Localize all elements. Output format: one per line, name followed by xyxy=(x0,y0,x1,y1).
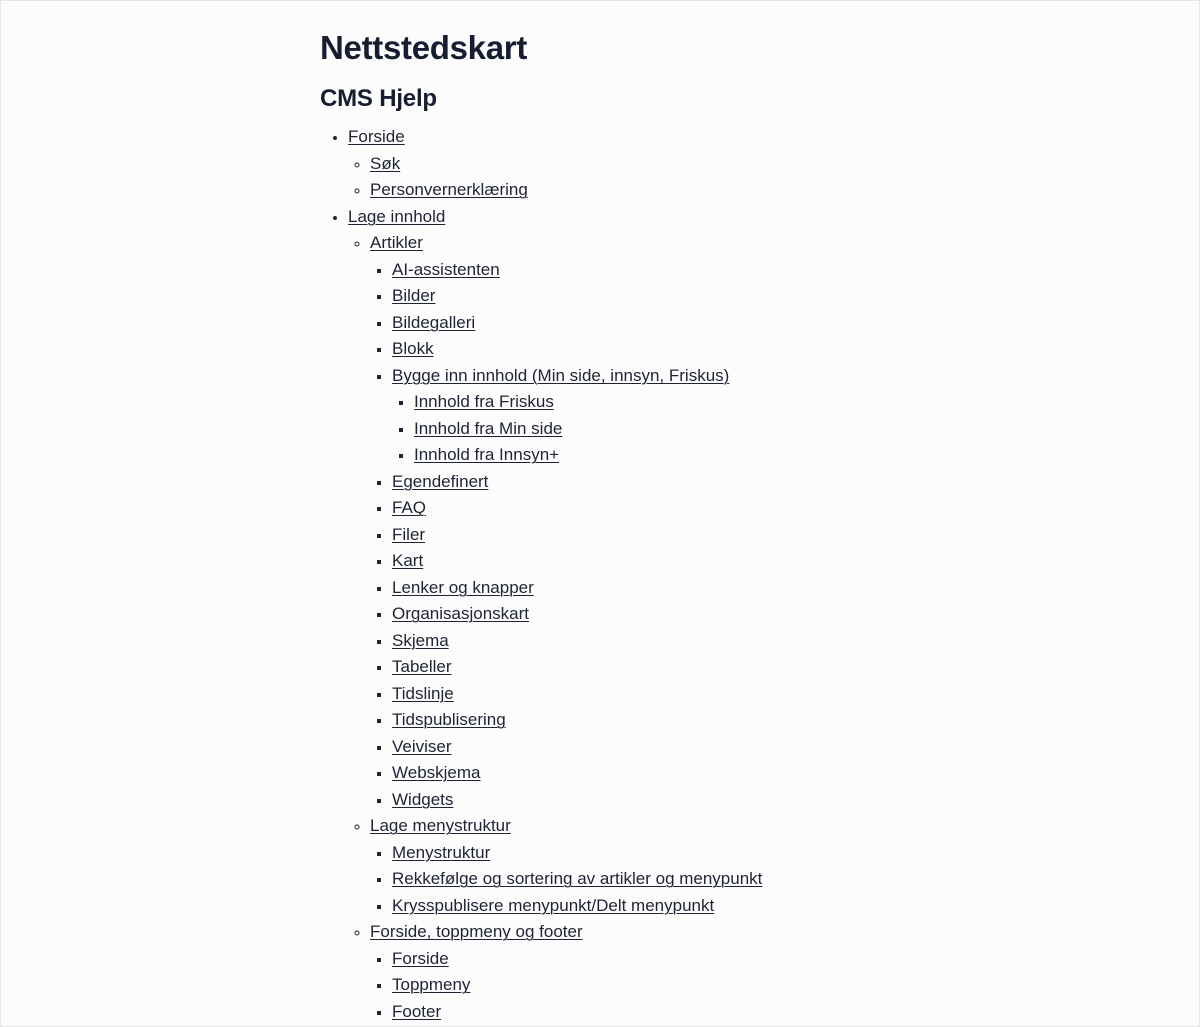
sitemap-item-blokk xyxy=(392,336,880,363)
sitemap-item-tabeller xyxy=(392,654,880,681)
sitemap-link-organisasjonskart[interactable]: Organisasjonskart xyxy=(392,604,530,624)
sitemap-item-toppmeny xyxy=(392,972,880,999)
sitemap-link-krysspublisere-menypunkt-delt-menypunkt[interactable]: Krysspublisere menypunkt/Delt menypunkt xyxy=(392,895,715,915)
sitemap-item-innhold-fra-min-side xyxy=(414,416,880,443)
page-title: Nettstedskart xyxy=(320,29,528,66)
section-heading: CMS Hjelp xyxy=(320,84,437,112)
sitemap-link-skjema[interactable]: Skjema xyxy=(392,630,449,650)
sitemap-item-kart xyxy=(392,548,880,575)
sitemap-link-forside[interactable]: Forside xyxy=(392,948,449,968)
sitemap-link-blokk[interactable]: Blokk xyxy=(392,339,434,359)
sitemap-item-rekkefolge-og-sortering-av-artikler-og-menypunkt xyxy=(392,866,880,893)
sitemap-item-lage-menystruktur xyxy=(370,813,880,919)
sitemap-item-egendefinert xyxy=(392,469,880,496)
sitemap-item-bildegalleri xyxy=(392,310,880,337)
sitemap-link-veiviser[interactable]: Veiviser xyxy=(392,736,452,756)
sitemap-item-forside-toppmeny-og-footer xyxy=(370,919,880,1025)
sitemap-link-lenker-og-knapper[interactable]: Lenker og knapper xyxy=(392,577,534,597)
sitemap-link-innhold-fra-innsyn[interactable]: Innhold fra Innsyn+ xyxy=(414,445,560,465)
sitemap-link-sok[interactable]: Søk xyxy=(370,153,401,173)
sitemap-link-lage-innhold[interactable]: Lage innhold xyxy=(348,206,446,226)
sitemap-list-level-2 xyxy=(348,230,880,1025)
sitemap-item-footer xyxy=(392,999,880,1026)
sitemap-link-kart[interactable]: Kart xyxy=(392,551,424,571)
sitemap-item-bygge-inn-innhold-min-side-innsyn-friskus xyxy=(392,363,880,469)
sitemap-item-forside xyxy=(392,946,880,973)
sitemap-list-level-4 xyxy=(392,389,880,469)
sitemap-item-sok xyxy=(370,151,880,178)
sitemap-item-menystruktur xyxy=(392,840,880,867)
sitemap-item-krysspublisere-menypunkt-delt-menypunkt xyxy=(392,893,880,920)
sitemap-link-forside-toppmeny-og-footer[interactable]: Forside, toppmeny og footer xyxy=(370,922,583,942)
sitemap-link-tidspublisering[interactable]: Tidspublisering xyxy=(392,710,506,730)
sitemap-list-level-2 xyxy=(348,151,880,204)
sitemap-item-organisasjonskart xyxy=(392,601,880,628)
sitemap-list-level-3 xyxy=(370,840,880,920)
sitemap-list-level-1 xyxy=(320,124,880,1025)
sitemap-item-widgets xyxy=(392,787,880,814)
sitemap-item-lenker-og-knapper xyxy=(392,575,880,602)
sitemap-item-innhold-fra-innsyn xyxy=(414,442,880,469)
sitemap-link-tidslinje[interactable]: Tidslinje xyxy=(392,683,454,703)
sitemap-item-lage-innhold xyxy=(348,204,880,1026)
sitemap-link-menystruktur[interactable]: Menystruktur xyxy=(392,842,491,862)
sitemap-link-ai-assistenten[interactable]: AI-assistenten xyxy=(392,259,500,279)
sitemap-link-toppmeny[interactable]: Toppmeny xyxy=(392,975,471,995)
sitemap-link-innhold-fra-min-side[interactable]: Innhold fra Min side xyxy=(414,418,563,438)
sitemap-item-skjema xyxy=(392,628,880,655)
sitemap-list-level-3 xyxy=(370,257,880,814)
sitemap-item-webskjema xyxy=(392,760,880,787)
sitemap-link-bilder[interactable]: Bilder xyxy=(392,286,436,306)
sitemap-link-personvernerklaering[interactable]: Personvernerklæring xyxy=(370,180,528,200)
sitemap-link-artikler[interactable]: Artikler xyxy=(370,233,423,253)
sitemap-item-forside xyxy=(348,124,880,204)
sitemap-list-level-3 xyxy=(370,946,880,1026)
sitemap-link-egendefinert[interactable]: Egendefinert xyxy=(392,471,489,491)
sitemap-link-tabeller[interactable]: Tabeller xyxy=(392,657,452,677)
sitemap-link-bygge-inn-innhold-min-side-innsyn-friskus[interactable]: Bygge inn innhold (Min side, innsyn, Friskus) xyxy=(392,365,730,385)
sitemap-link-widgets[interactable]: Widgets xyxy=(392,789,454,809)
sitemap-item-veiviser xyxy=(392,734,880,761)
sitemap-link-footer[interactable]: Footer xyxy=(392,1001,442,1021)
sitemap-link-rekkefolge-og-sortering-av-artikler-og-menypunkt[interactable]: Rekkefølge og sortering av artikler og menypunkt xyxy=(392,869,763,889)
sitemap-link-lage-menystruktur[interactable]: Lage menystruktur xyxy=(370,816,511,836)
sitemap-link-forside[interactable]: Forside xyxy=(348,127,405,147)
sitemap-item-filer xyxy=(392,522,880,549)
sitemap-item-ai-assistenten xyxy=(392,257,880,284)
sitemap-item-bilder xyxy=(392,283,880,310)
sitemap-item-tidspublisering xyxy=(392,707,880,734)
sitemap-page xyxy=(320,1,880,1025)
sitemap-link-filer[interactable]: Filer xyxy=(392,524,426,544)
sitemap-item-faq xyxy=(392,495,880,522)
sitemap-item-personvernerklaering xyxy=(370,177,880,204)
sitemap-item-artikler xyxy=(370,230,880,813)
sitemap-link-faq[interactable]: FAQ xyxy=(392,498,427,518)
sitemap-link-bildegalleri[interactable]: Bildegalleri xyxy=(392,312,476,332)
sitemap-item-innhold-fra-friskus xyxy=(414,389,880,416)
sitemap-item-tidslinje xyxy=(392,681,880,708)
sitemap-tree xyxy=(320,124,880,1025)
sitemap-link-webskjema[interactable]: Webskjema xyxy=(392,763,481,783)
sitemap-link-innhold-fra-friskus[interactable]: Innhold fra Friskus xyxy=(414,392,554,412)
